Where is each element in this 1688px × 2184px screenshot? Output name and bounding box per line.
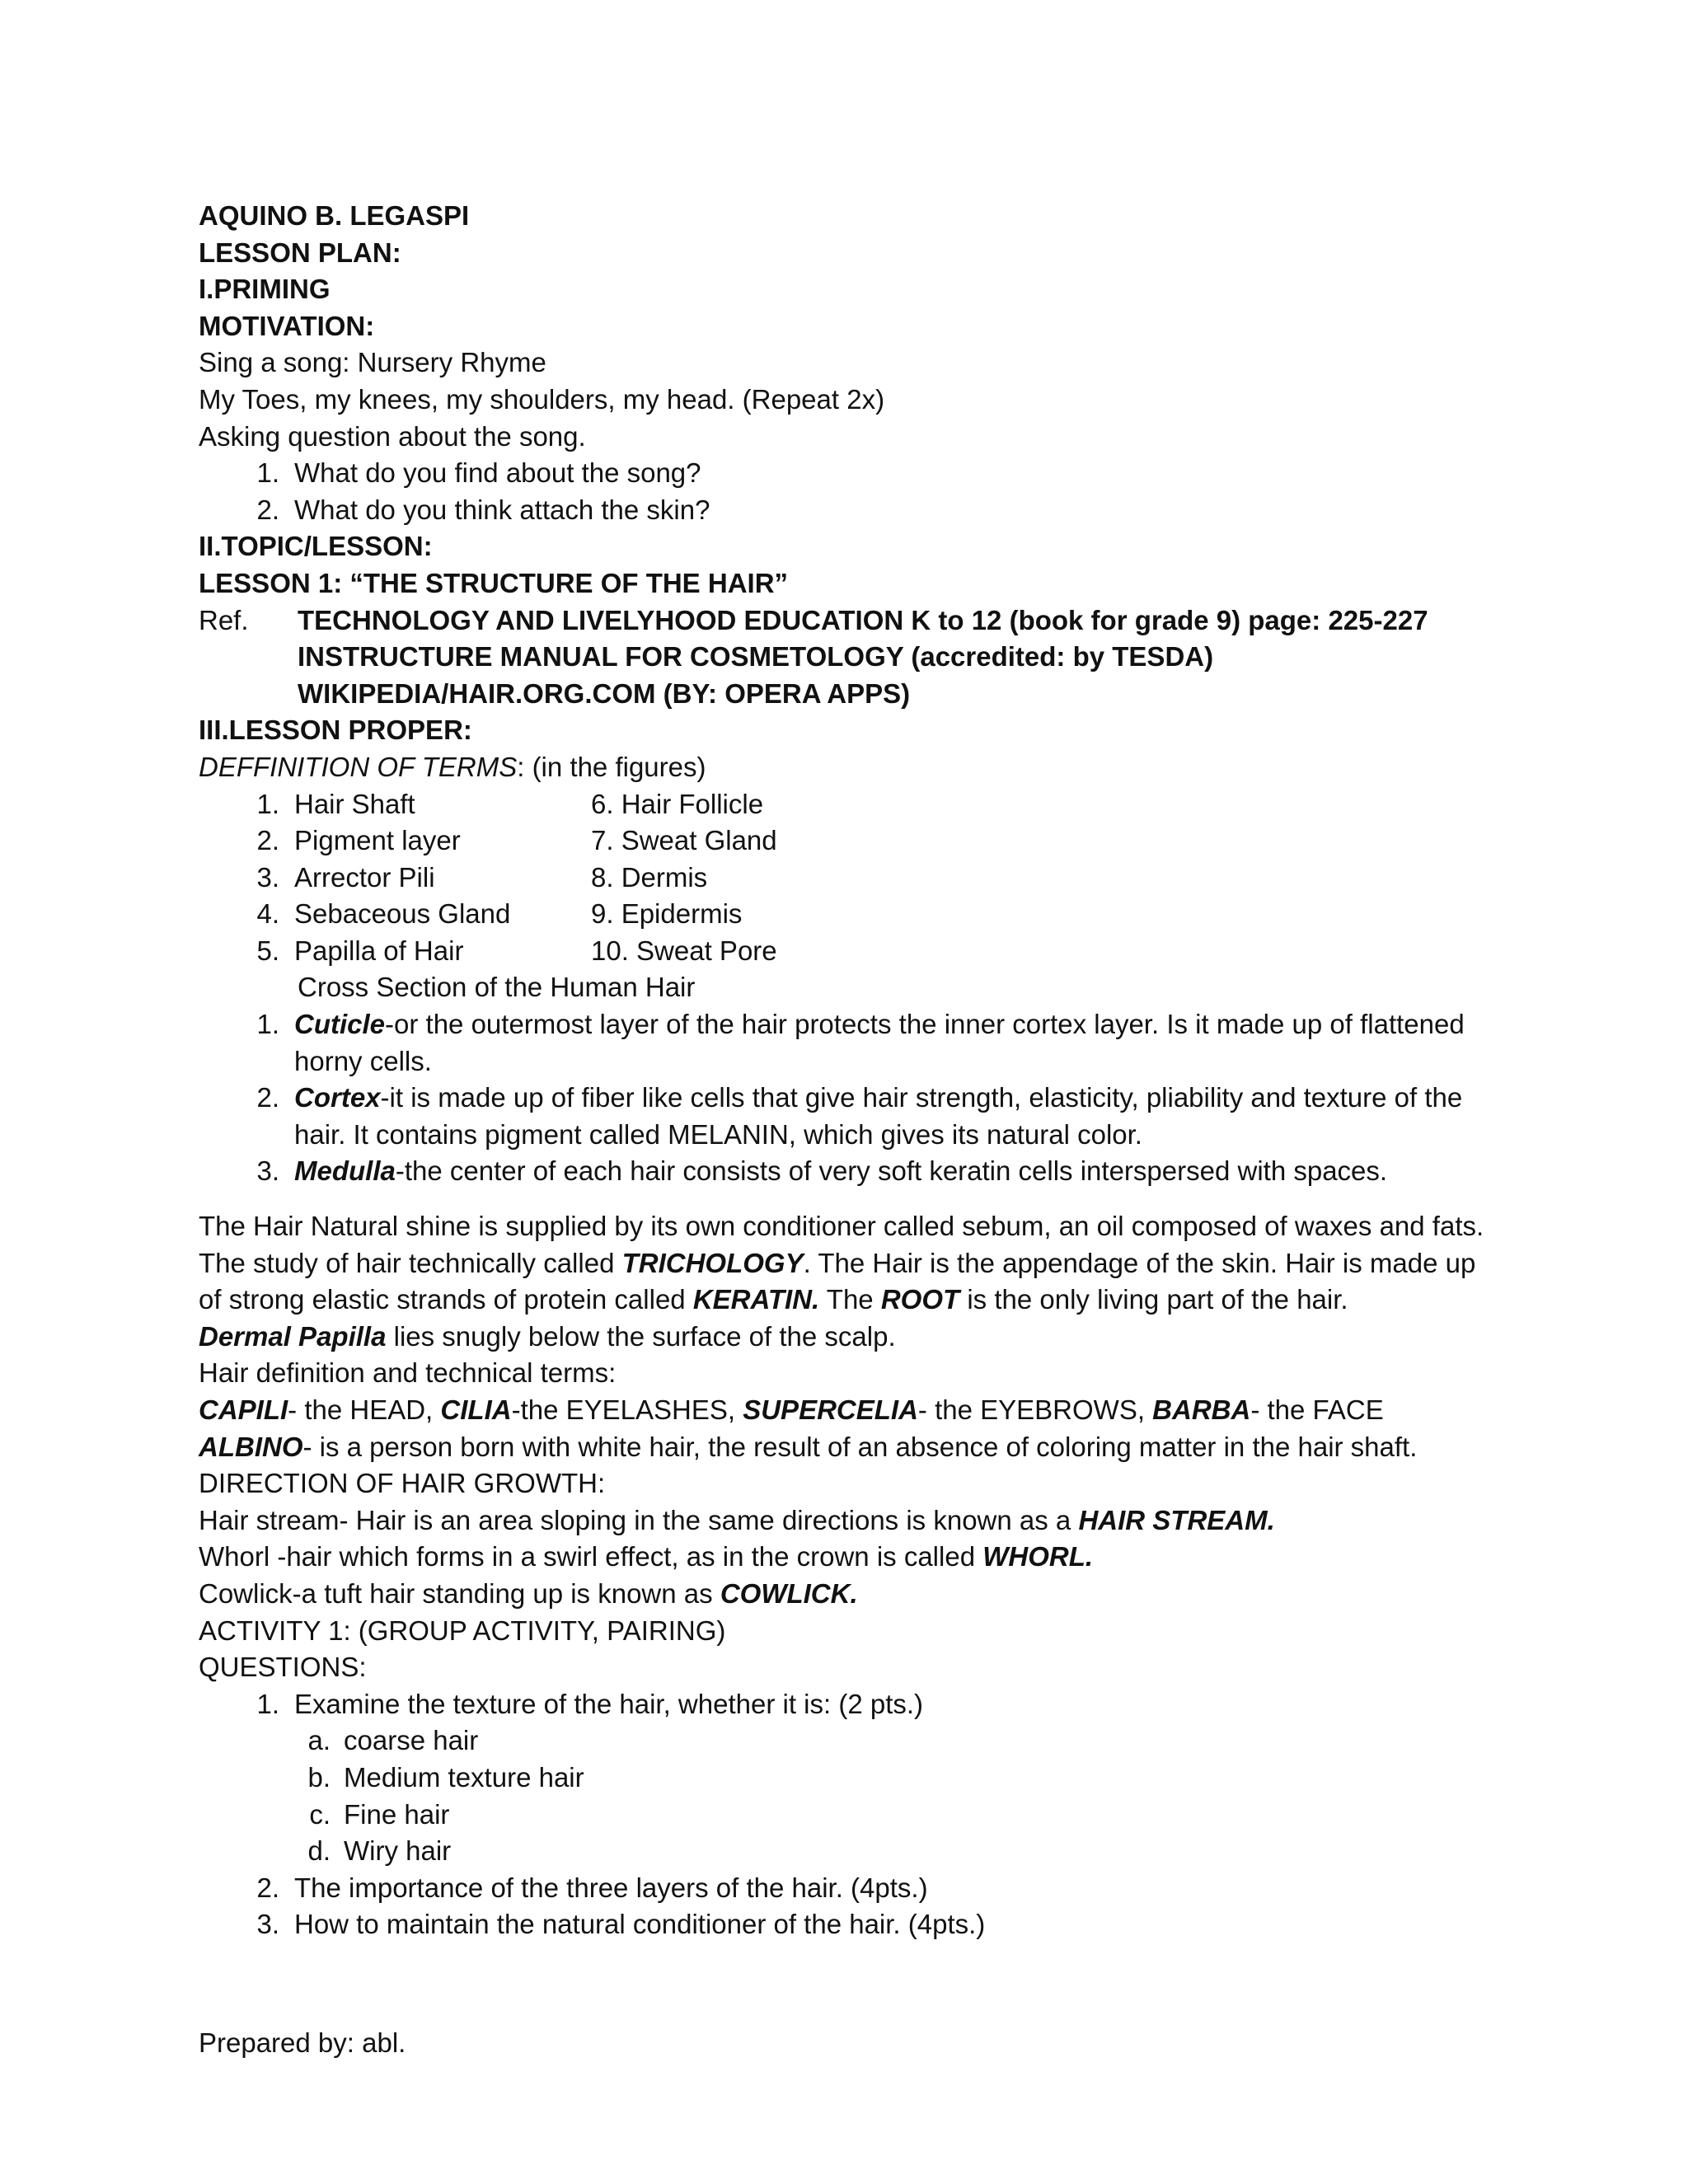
reference: TECHNOLOGY AND LIVELYHOOD EDUCATION K to 12 (book for grade 9) page: 225-227: [298, 604, 1428, 635]
doc-title: LESSON PLAN:: [199, 237, 401, 268]
term-row: 3. Arrector Pili 8. Dermis: [256, 861, 708, 893]
list-item: 1. What do you find about the song?: [256, 457, 701, 489]
document-body: [199, 198, 1484, 1943]
motivation-line: Asking question about the song.: [199, 420, 586, 452]
reference: INSTRUCTURE MANUAL FOR COSMETOLOGY (accredited: by TESDA): [298, 641, 1214, 673]
definitions-line: CAPILI- the HEAD, CILIA-the EYELASHES, SUPERCELIA- the EYEBROWS, BARBA- the FACE: [199, 1394, 1384, 1425]
lesson-title: LESSON 1: “THE STRUCTURE OF THE HAIR”: [199, 567, 789, 598]
list-item: 1. Cuticle-or the outermost layer of the hair protects the inner cortex layer. Is it made up of flattened horny cells.: [256, 1009, 1465, 1076]
definitions-line: ALBINO- is a person born with white hair, the result of an absence of coloring matter in the hair shaft.: [199, 1431, 1418, 1462]
definition-intro: DEFFINITION OF TERMS: (in the figures): [199, 751, 706, 782]
term-row: 5. Papilla of Hair 10. Sweat Pore: [256, 935, 777, 966]
list-item: 3. Medulla-the center of each hair consists of very soft keratin cells interspersed with spaces.: [256, 1155, 1388, 1187]
list-item: 3. How to maintain the natural conditioner of the hair. (4pts.): [256, 1909, 986, 1940]
sub-list-item: d. Wiry hair: [307, 1835, 452, 1867]
lesson-proper-heading: III.LESSON PROPER:: [199, 715, 472, 746]
activity-heading: ACTIVITY 1: (GROUP ACTIVITY, PAIRING): [199, 1615, 726, 1646]
sub-list-item: b. Medium texture hair: [307, 1761, 584, 1793]
reference-row: [199, 602, 1484, 640]
motivation-line: My Toes, my knees, my shoulders, my head. (Repeat 2x): [199, 383, 885, 415]
motivation-line: Sing a song: Nursery Rhyme: [199, 347, 546, 378]
prepared-by: Prepared by: abl.: [199, 2027, 406, 2058]
list-item: 2. What do you think attach the skin?: [256, 494, 710, 525]
growth-heading: DIRECTION OF HAIR GROWTH:: [199, 1468, 606, 1499]
term-row: 4. Sebaceous Gland 9. Epidermis: [256, 898, 743, 930]
growth-line: Whorl -hair which forms in a swirl effect, as in the crown is called WHORL.: [199, 1541, 1094, 1572]
author-name: AQUINO B. LEGASPI: [199, 200, 470, 231]
term-row: 1. Hair Shaft 6. Hair Follicle: [256, 788, 764, 819]
term-row: 2. Pigment layer 7. Sweat Gland: [256, 825, 777, 856]
list-item: 2. Cortex-it is made up of fiber like cells that give hair strength, elasticity, pliability and texture of the hair. It contains pigment called MELANIN, which gives its natural color.: [256, 1082, 1463, 1150]
hair-paragraph: The Hair Natural shine is supplied by its own conditioner called sebum, an oil composed of waxes and fats. The study of hair technically called TRICHOLOGY. The Hair is the appendage of the skin. Hair is made up of strong elastic strands of protein called KERATIN. The ROOT is the only living part of the hair. Dermal Papilla lies snugly below the surface of the scalp.: [199, 1211, 1484, 1352]
cross-section-caption: Cross Section of the Human Hair: [298, 972, 696, 1003]
ref-label: Ref.: [199, 604, 249, 635]
list-item: 2. The importance of the three layers of the hair. (4pts.): [256, 1872, 928, 1903]
sub-list-item: c. Fine hair: [309, 1798, 450, 1830]
motivation-heading: MOTIVATION:: [199, 310, 375, 341]
reference: WIKIPEDIA/HAIR.ORG.COM (BY: OPERA APPS): [298, 677, 911, 709]
priming-heading: I.PRIMING: [199, 274, 331, 305]
growth-line: Hair stream- Hair is an area sloping in the same directions is known as a HAIR STREAM.: [199, 1504, 1275, 1535]
growth-line: Cowlick-a tuft hair standing up is known as COWLICK.: [199, 1577, 858, 1609]
list-item: 1. Examine the texture of the hair, whether it is: (2 pts.): [256, 1688, 924, 1719]
sub-list-item: a. coarse hair: [307, 1725, 479, 1756]
topic-heading: II.TOPIC/LESSON:: [199, 531, 433, 562]
questions-heading: QUESTIONS:: [199, 1652, 367, 1683]
definitions-heading: Hair definition and technical terms:: [199, 1357, 617, 1389]
